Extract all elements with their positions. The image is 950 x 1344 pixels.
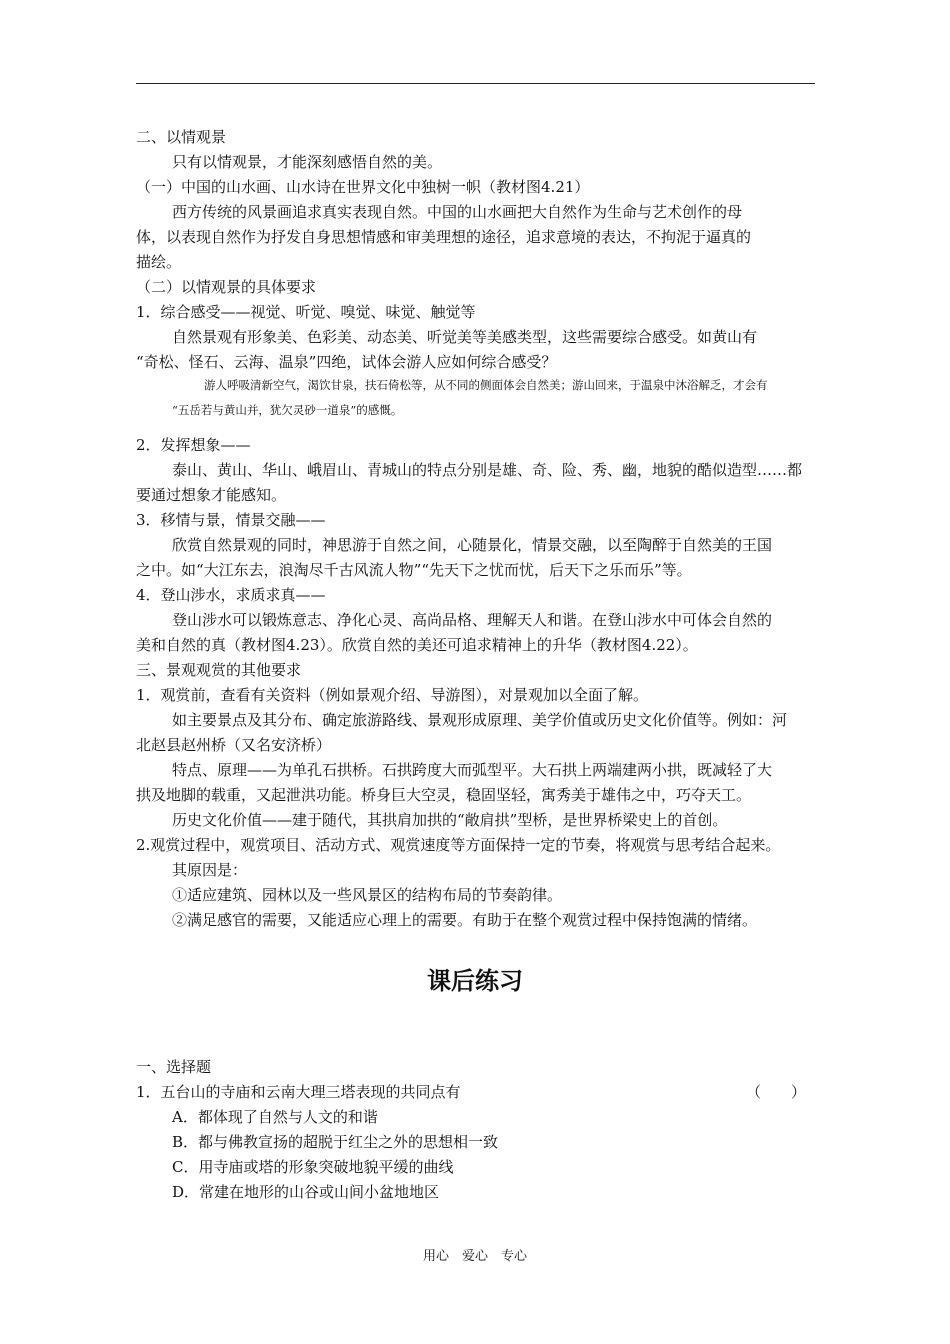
option-b: B．都与佛教宣扬的超脱于红尘之外的思想相一致 [172, 1133, 499, 1151]
exercise-heading: 课后练习 [427, 967, 523, 995]
paragraph: ②满足感官的需要，又能适应心理上的需要。有助于在整个观赏过程中保持饱满的情绪。 [172, 911, 758, 929]
paragraph: 只有以情观景，才能深刻感悟自然的美。 [172, 153, 443, 171]
paragraph: 体，以表现自然作为抒发自身思想情感和审美理想的途径，追求意境的表达，不拘泥于逼真的 [136, 228, 752, 246]
paragraph: 拱及地脚的载重，又起泄洪功能。桥身巨大空灵，稳固坚轻，寓秀美于雄伟之中，巧夺天工。 [136, 786, 752, 804]
paragraph: 如主要景点及其分布、确定旅游路线、景观形成原理、美学价值或历史文化价值等。例如：河 [172, 711, 788, 729]
paragraph: 北赵县赵州桥（又名安济桥） [136, 736, 332, 754]
option-c: C．用寺庙或塔的形象突破地貌平缓的曲线 [172, 1158, 454, 1176]
list-item-heading: 2．发挥想象—— [136, 436, 251, 454]
paragraph: 特点、原理——为单孔石拱桥。石拱跨度大而弧型平。大石拱上两端建两小拱，既减轻了大 [172, 761, 773, 779]
page-footer: 用心 爱心 专心 [422, 1249, 527, 1264]
question-text: 1．五台山的寺庙和云南大理三塔表现的共同点有 [136, 1083, 461, 1101]
exercise-section-heading: 一、选择题 [136, 1058, 212, 1076]
answer-blank: （ ） [746, 1083, 807, 1101]
paragraph: 其原因是： [172, 861, 248, 879]
paragraph: 要通过想象才能感知。 [136, 486, 287, 504]
paragraph: “奇松、怪石、云海、温泉”四绝，试体会游人应如何综合感受？ [136, 353, 557, 371]
list-item-heading: 1．综合感受——视觉、听觉、嗅觉、味觉、触觉等 [136, 303, 476, 321]
paragraph: 欣赏自然景观的同时，神思游于自然之间，心随景化，情景交融，以至陶醉于自然美的王国 [172, 536, 773, 554]
list-item-heading: 1．观赏前，查看有关资料（例如景观介绍、导游图），对景观加以全面了解。 [136, 686, 649, 704]
answer-note: 游人呼吸清新空气，渴饮甘泉，扶石倚松等，从不同的侧面体会自然美；游山回来，于温泉中沐浴解乏，才会有 [204, 378, 768, 392]
paragraph: 描绘。 [136, 253, 182, 271]
paragraph: 之中。如“大江东去，浪淘尽千古风流人物”“先天下之忧而忧，后天下之乐而乐”等。 [136, 561, 692, 579]
paragraph: 美和自然的真（教材图4.23）。欣赏自然的美还可追求精神上的升华（教材图4.22）。 [136, 636, 698, 654]
paragraph: 自然景观有形象美、色彩美、动态美、听觉美等美感类型，这些需要综合感受。如黄山有 [172, 328, 758, 346]
paragraph: 登山涉水可以锻炼意志、净化心灵、高尚品格、理解天人和谐。在登山涉水中可体会自然的 [172, 611, 773, 629]
option-d: D．常建在地形的山谷或山间小盆地地区 [172, 1183, 440, 1201]
paragraph: 历史文化价值——建于随代，其拱肩加拱的“敞肩拱”型桥，是世界桥梁史上的首创。 [172, 811, 728, 829]
section-heading-2: 二、以情观景 [136, 128, 227, 146]
paragraph: 西方传统的风景画追求真实表现自然。中国的山水画把大自然作为生命与艺术创作的母 [172, 203, 743, 221]
option-a: A．都体现了自然与人文的和谐 [172, 1108, 378, 1126]
answer-note: “五岳若与黄山并，犹欠灵砂一道泉”的感慨。 [172, 403, 403, 417]
list-item-heading: 2.观赏过程中，观赏项目、活动方式、观赏速度等方面保持一定的节奏，将观赏与思考结合起来。 [136, 836, 781, 854]
header-rule [136, 83, 815, 84]
list-item-heading: 4．登山涉水，求质求真—— [136, 586, 326, 604]
paragraph: 泰山、黄山、华山、峨眉山、青城山的特点分别是雄、奇、险、秀、幽，地貌的酷似造型……都 [172, 461, 803, 479]
paragraph: ①适应建筑、园林以及一些风景区的结构布局的节奏韵律。 [172, 886, 563, 904]
section-heading-3: 三、景观观赏的其他要求 [136, 661, 302, 679]
subsection-heading: （一）中国的山水画、山水诗在世界文化中独树一帜（教材图4.21） [136, 178, 590, 196]
list-item-heading: 3．移情与景，情景交融—— [136, 511, 326, 529]
subsection-heading: （二）以情观景的具体要求 [136, 278, 317, 296]
